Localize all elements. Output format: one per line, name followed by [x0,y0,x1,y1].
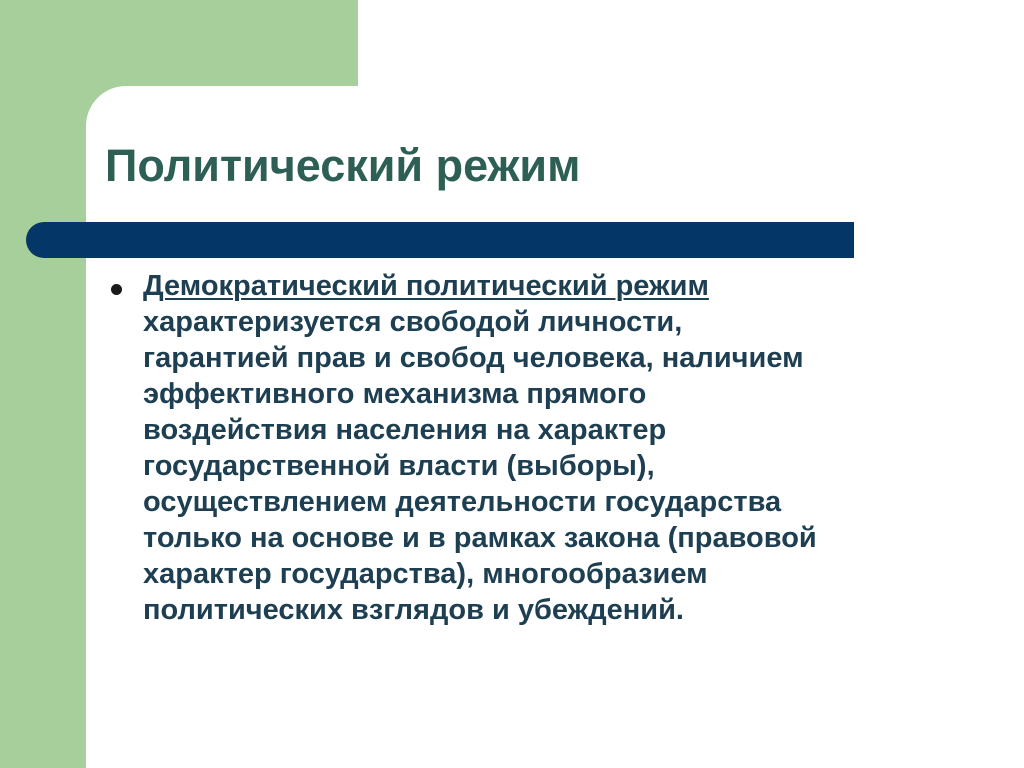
bullet-line: характер государства), многообразием [143,558,708,590]
bullet-line: только на основе и в рамках закона (правовой [143,522,817,554]
title-underline-bar [26,222,854,258]
bullet-line: характеризуется свободой личности, [143,306,683,338]
bullet-line: эффективного механизма прямого [143,378,647,410]
bullet-line: государственной власти (выборы), [143,450,655,482]
bullet-paragraph [143,268,963,628]
bullet-line: осуществлением деятельности государства [143,486,782,518]
bullet-line: воздействия населения на характер [143,414,667,446]
bullet-line: политических взглядов и убеждений. [143,594,684,626]
bullet-dot-icon [111,284,122,295]
bullet-term: Демократический политический режим [143,270,709,302]
bullet-line: гарантией прав и свобод человека, наличием [143,342,804,374]
slide-title: Политический режим [105,140,581,191]
